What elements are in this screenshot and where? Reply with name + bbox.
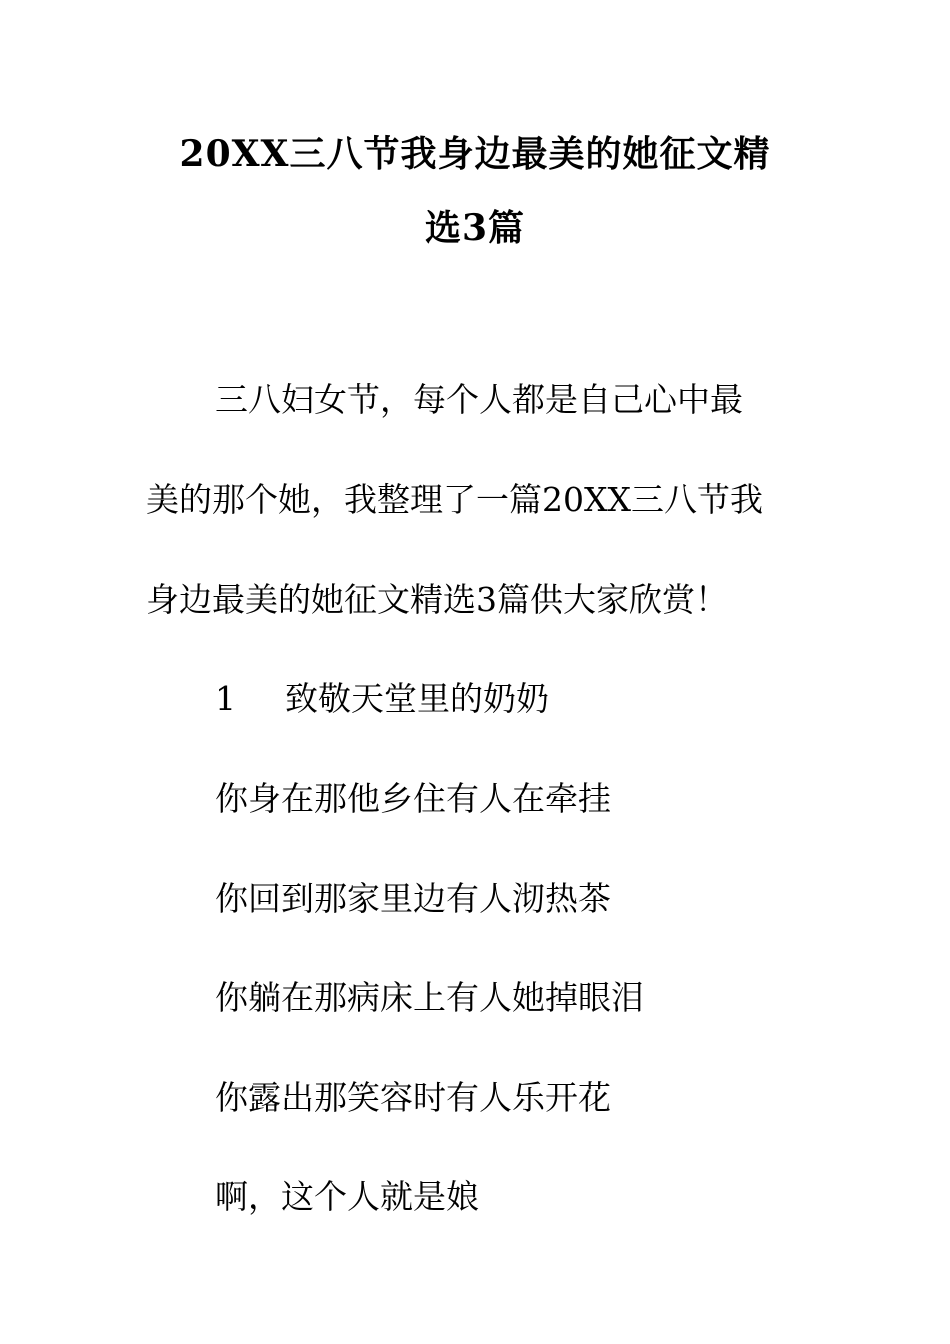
section-heading: 致敬天堂里的奶奶 <box>285 679 549 718</box>
section-number: 1 <box>215 679 236 718</box>
poem-line-5: 啊，这个人就是娘 <box>215 1177 479 1216</box>
intro-paragraph-line-3: 身边最美的她征文精选3篇供大家欣赏！ <box>146 580 728 619</box>
intro-paragraph-line-2: 美的那个她，我整理了一篇20XX三八节我 <box>146 480 763 519</box>
intro-paragraph-line-1: 三八妇女节，每个人都是自己心中最 <box>215 380 743 419</box>
poem-line-4: 你露出那笑容时有人乐开花 <box>215 1078 611 1117</box>
poem-line-1: 你身在那他乡住有人在牵挂 <box>215 779 611 818</box>
document-title-line-1: 20XX三八节我身边最美的她征文精 <box>179 133 771 175</box>
document-title-line-2: 选3篇 <box>424 207 526 249</box>
poem-line-2: 你回到那家里边有人沏热茶 <box>215 879 611 918</box>
poem-line-3: 你躺在那病床上有人她掉眼泪 <box>215 978 644 1017</box>
